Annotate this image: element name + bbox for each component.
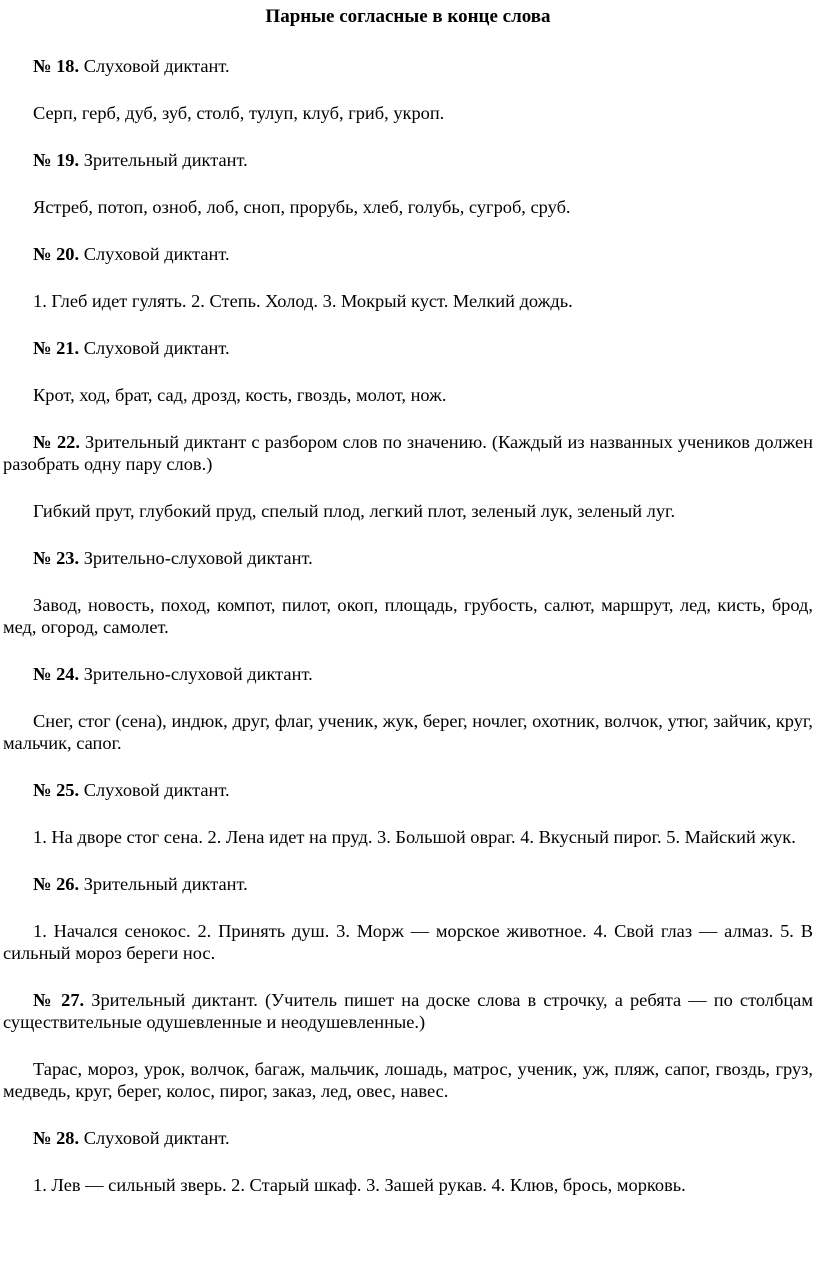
exercise-text: Тарас, мороз, урок, волчок, багаж, мальчик, лошадь, матрос, ученик, уж, пляж, сапог, гвоздь, груз, медведь, круг, берег, колос, пирог, заказ, лед, овес, навес.	[3, 1059, 813, 1101]
exercise-number: № 26.	[33, 874, 80, 894]
exercise-23	[3, 547, 813, 638]
exercise-heading	[3, 547, 813, 569]
exercise-task: Зрительный диктант.	[83, 874, 248, 894]
exercise-number: № 28.	[33, 1128, 80, 1148]
exercise-task: Зрительно-слуховой диктант.	[83, 664, 313, 684]
exercise-heading	[3, 243, 813, 265]
exercise-number: № 18.	[33, 56, 80, 76]
exercise-20	[3, 243, 813, 312]
exercise-number: № 23.	[33, 548, 80, 568]
exercise-task: Зрительный диктант с разбором слов по значению. (Каждый из названных учеников должен разобрать одну пару слов.)	[3, 432, 813, 474]
exercise-text: Завод, новость, поход, компот, пилот, окоп, площадь, грубость, салют, маршрут, лед, кисть, брод, мед, огород, самолет.	[3, 595, 813, 637]
exercise-heading	[3, 337, 813, 359]
exercise-28	[3, 1127, 813, 1196]
exercise-number: № 24.	[33, 664, 80, 684]
exercise-25	[3, 779, 813, 848]
exercise-number: № 19.	[33, 150, 80, 170]
exercise-text: Гибкий прут, глубокий пруд, спелый плод, легкий плот, зеленый лук, зеленый луг.	[33, 501, 676, 521]
exercise-task: Зрительный диктант. (Учитель пишет на доске слова в строчку, а ребята — по столбцам существительные одушевленные и неодушевленные.)	[3, 990, 813, 1032]
exercise-number: № 21.	[33, 338, 80, 358]
exercise-19	[3, 149, 813, 218]
exercise-text: 1. Лев — сильный зверь. 2. Старый шкаф. 3. Зашей рукав. 4. Клюв, брось, морковь.	[33, 1175, 686, 1195]
exercise-heading	[3, 431, 813, 475]
exercise-task: Слуховой диктант.	[83, 338, 230, 358]
exercise-task: Слуховой диктант.	[83, 780, 230, 800]
exercise-heading	[3, 1127, 813, 1149]
exercise-heading	[3, 989, 813, 1033]
exercise-task: Слуховой диктант.	[83, 1128, 230, 1148]
exercise-task: Слуховой диктант.	[83, 244, 230, 264]
exercise-heading	[3, 779, 813, 801]
exercise-text: Серп, герб, дуб, зуб, столб, тулуп, клуб, гриб, укроп.	[33, 103, 445, 123]
exercise-text: 1. Глеб идет гулять. 2. Степь. Холод. 3. Мокрый куст. Мелкий дождь.	[33, 291, 573, 311]
exercise-number: № 20.	[33, 244, 80, 264]
exercise-number: № 22.	[33, 432, 80, 452]
exercise-21	[3, 337, 813, 406]
exercise-task: Зрительный диктант.	[83, 150, 248, 170]
exercise-task: Зрительно-слуховой диктант.	[83, 548, 313, 568]
exercise-heading	[3, 663, 813, 685]
exercise-24	[3, 663, 813, 754]
exercise-text: 1. На дворе стог сена. 2. Лена идет на пруд. 3. Большой овраг. 4. Вкусный пирог. 5. Майский жук.	[33, 827, 796, 847]
exercise-26	[3, 873, 813, 964]
exercise-number: № 25.	[33, 780, 80, 800]
exercise-18	[3, 55, 813, 124]
exercise-22	[3, 431, 813, 522]
exercise-number: № 27.	[33, 990, 85, 1010]
exercise-heading	[3, 55, 813, 77]
exercise-27	[3, 989, 813, 1102]
exercise-heading	[3, 149, 813, 171]
exercise-text: 1. Начался сенокос. 2. Принять душ. 3. Морж — морское животное. 4. Свой глаз — алмаз. 5. В сильный мороз береги нос.	[3, 921, 813, 963]
exercise-text: Крот, ход, брат, сад, дрозд, кость, гвоздь, молот, нож.	[33, 385, 447, 405]
exercise-task: Слуховой диктант.	[83, 56, 230, 76]
page-title: Парные согласные в конце слова	[265, 6, 551, 27]
exercise-text: Ястреб, потоп, озноб, лоб, сноп, прорубь, хлеб, голубь, сугроб, сруб.	[33, 197, 571, 217]
exercise-heading	[3, 873, 813, 895]
exercise-text: Снег, стог (сена), индюк, друг, флаг, ученик, жук, берег, ночлег, охотник, волчок, утюг, зайчик, круг, мальчик, сапог.	[3, 711, 813, 753]
